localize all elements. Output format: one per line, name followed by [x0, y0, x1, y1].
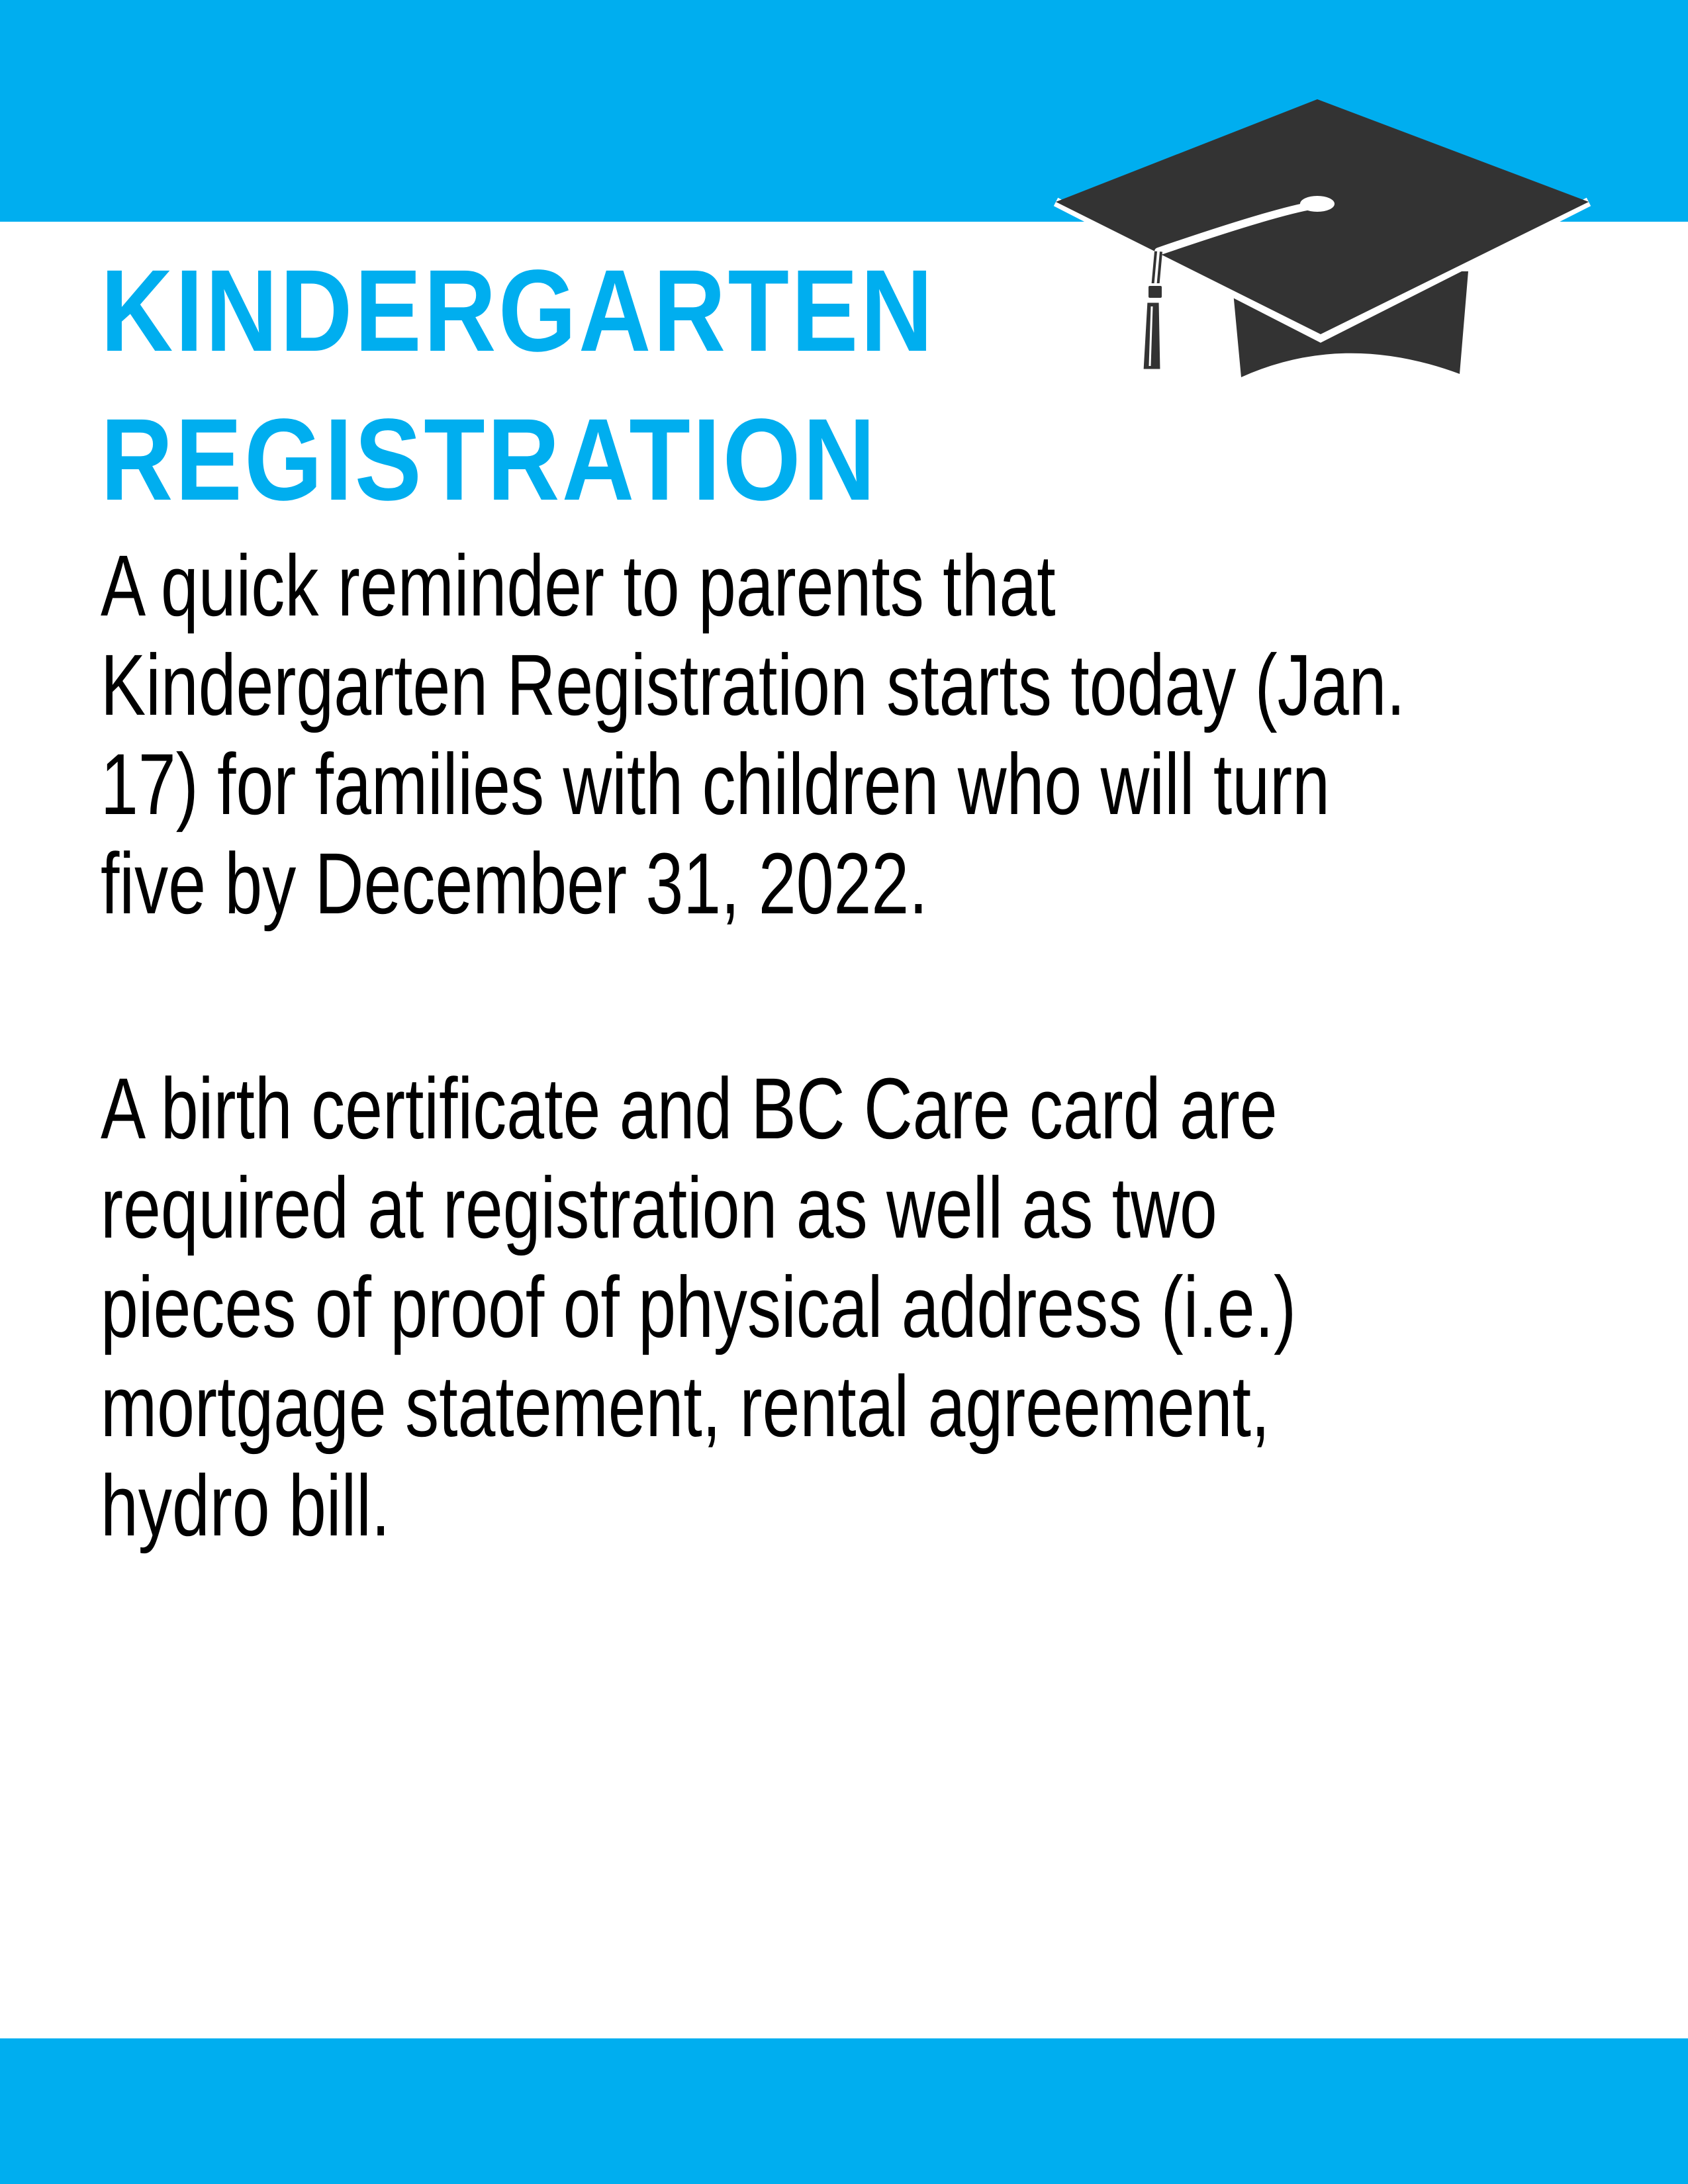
paragraph-line: hydro bill. [101, 1457, 391, 1554]
paragraph-line: pieces of proof of physical address (i.e.) [101, 1258, 1297, 1355]
paragraph-line: A quick reminder to parents that [101, 537, 1056, 634]
paragraph-line: mortgage statement, rental agreement, [101, 1357, 1270, 1455]
paragraph-line: Kindergarten Registration starts today (Jan. [101, 636, 1405, 733]
paragraph-line: A birth certificate and BC Care card are [101, 1060, 1278, 1157]
paragraph-line: five by December 31, 2022. [101, 835, 928, 932]
requirements-paragraph [101, 1059, 1469, 1555]
title-line-2: REGISTRATION [101, 395, 878, 525]
paragraph-line: 17) for families with children who will turn [101, 735, 1330, 833]
page-title [101, 237, 935, 535]
title-line-1: KINDERGARTEN [101, 246, 935, 376]
bottom-accent-band [0, 2038, 1688, 2184]
paragraph-line: required at registration as well as two [101, 1159, 1217, 1256]
graduation-cap-icon [1049, 96, 1595, 427]
reminder-paragraph [101, 536, 1469, 933]
